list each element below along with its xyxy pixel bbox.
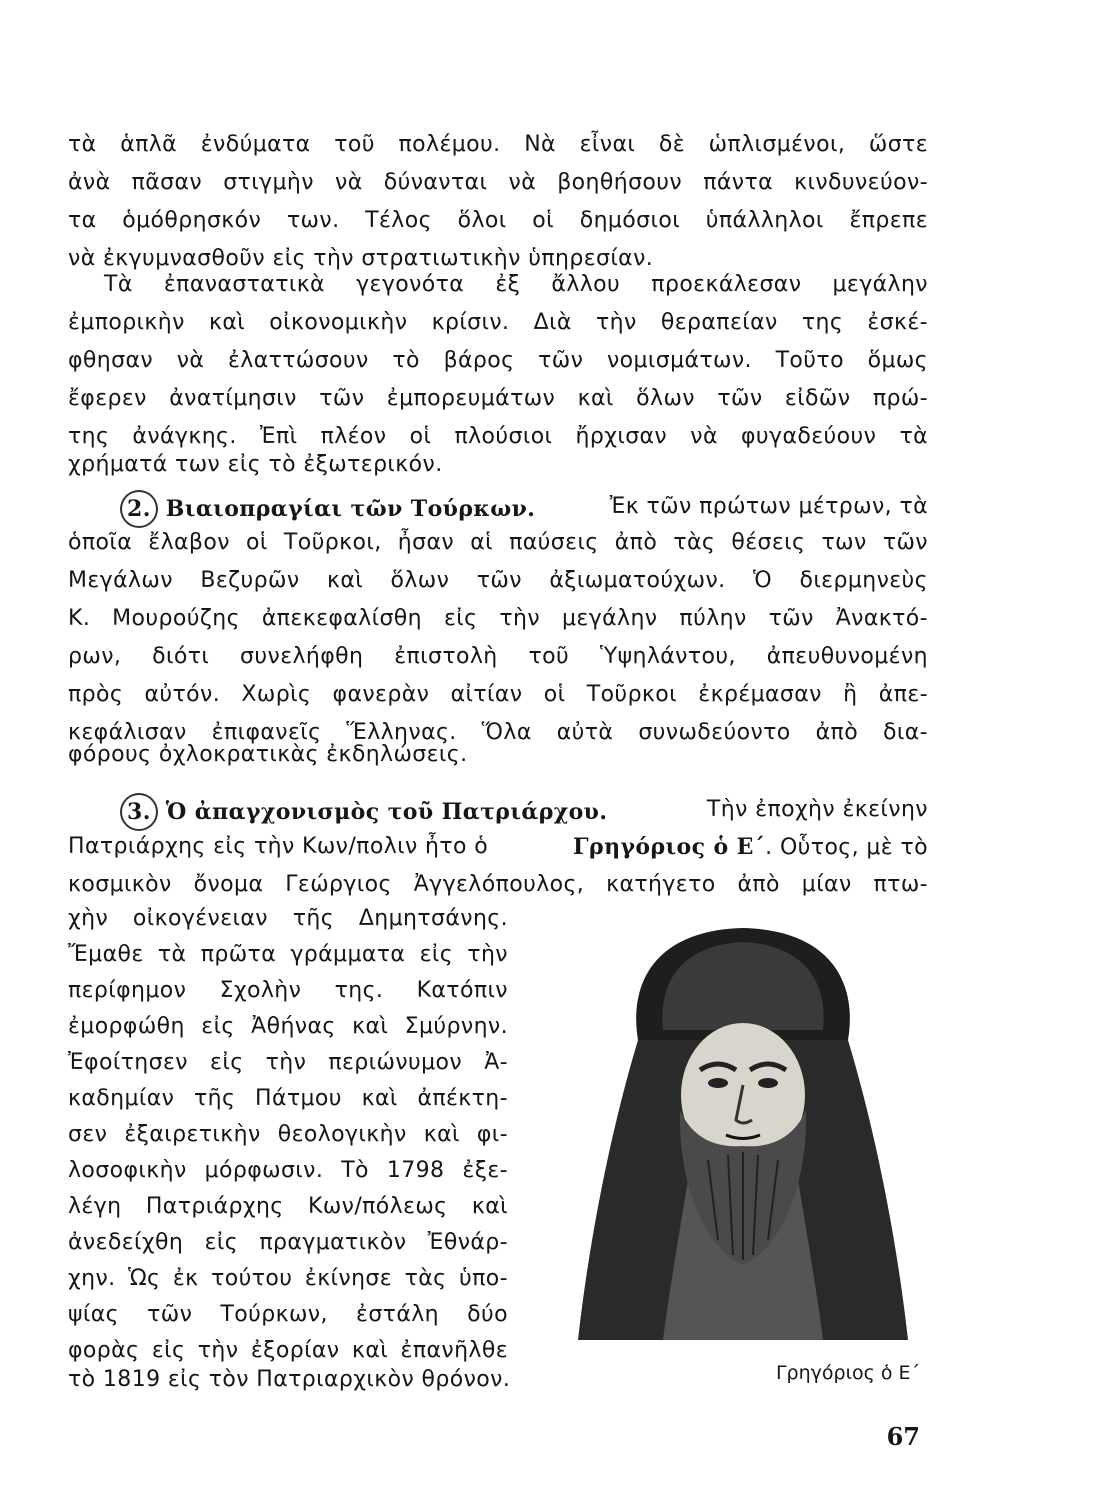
- section-3-heading-line: [120, 793, 928, 831]
- text-line: χρήματά των εἰς τὸ ἐξωτερικόν.: [68, 452, 443, 477]
- text-line: καδημίαν τῆς Πάτμου καὶ ἀπέκτη-: [68, 1086, 508, 1111]
- text-line: ἐμπορικὴν καὶ οἰκονομικὴν κρίσιν. Διὰ τὴν θεραπείαν της ἐσκέ-: [68, 310, 928, 335]
- text-line: φορὰς εἰς τὴν ἐξορίαν καὶ ἐπανῆλθε: [68, 1338, 508, 1363]
- text-line: Τὰ ἐπαναστατικὰ γεγονότα ἐξ ἄλλου προεκάλεσαν μεγάλην: [104, 272, 928, 297]
- text-line: φθησαν νὰ ἐλαττώσουν τὸ βάρος τῶν νομισμάτων. Τοῦτο ὅμως: [68, 348, 928, 373]
- text-line: Ἔμαθε τὰ πρῶτα γράμματα εἰς τὴν: [68, 942, 508, 967]
- patriarch-name: Γρηγόριος ὁ Ε΄: [573, 834, 766, 860]
- text-line: ἀνεδείχθη εἰς πραγματικὸν Ἐθνάρ-: [68, 1230, 508, 1255]
- text-line: νὰ ἐκγυμνασθοῦν εἰς τὴν στρατιωτικὴν ὑπηρεσίαν.: [68, 246, 654, 271]
- text-line: Μεγάλων Βεζυρῶν καὶ ὅλων τῶν ἀξιωματούχων. Ὁ διερμηνεὺς: [68, 568, 928, 593]
- patriarch-portrait: [568, 920, 918, 1350]
- text-run: [573, 830, 928, 865]
- text-line: τα ὁμόθρησκόν των. Τέλος ὅλοι οἱ δημόσιοι ὑπάλληλοι ἔπρεπε: [68, 208, 928, 233]
- text-run: Πατριάρχης εἰς τὴν Κων/πολιν ἦτο ὁ: [68, 834, 489, 859]
- text-line: ρων, διότι συνελήφθη ἐπιστολὴ τοῦ Ὑψηλάντου, ἀπευθυνομένη: [68, 644, 928, 669]
- text-line: ὁποῖα ἔλαβον οἱ Τοῦρκοι, ἦσαν αἱ παύσεις ἀπὸ τὰς θέσεις των τῶν: [68, 530, 928, 555]
- text-line: φόρους ὀχλοκρατικὰς ἐκδηλώσεις.: [68, 742, 468, 767]
- text-line: [68, 830, 928, 865]
- section-2-heading-line: [120, 490, 928, 528]
- text-line: Ἐφοίτησεν εἰς τὴν περιώνυμον Ἀ-: [68, 1050, 508, 1075]
- text-line: πρὸς αὐτόν. Χωρὶς φανερὰν αἰτίαν οἱ Τοῦρκοι ἐκρέμασαν ἢ ἀπε-: [68, 682, 928, 707]
- section-title: Βιαιοπραγίαι τῶν Τούρκων.: [165, 496, 536, 522]
- section-2-heading: [120, 490, 543, 528]
- left-eye: [708, 1078, 728, 1088]
- section-number: 2.: [120, 490, 158, 528]
- text-line: λοσοφικὴν μόρφωσιν. Τὸ 1798 ἐξε-: [68, 1158, 508, 1183]
- text-line: τὰ ἁπλᾶ ἐνδύματα τοῦ πολέμου. Νὰ εἶναι δὲ ὡπλισμένοι, ὥστε: [68, 132, 928, 157]
- text-line: ἔφερεν ἀνατίμησιν τῶν ἐμπορευμάτων καὶ ὅλων τῶν εἰδῶν πρώ-: [68, 386, 928, 411]
- text-line: τὸ 1819 εἰς τὸν Πατριαρχικὸν θρόνον.: [68, 1367, 511, 1392]
- portrait-caption: Γρηγόριος ὁ Ε΄: [775, 1362, 920, 1384]
- page-number: 67: [886, 1422, 920, 1451]
- text-line: χὴν οἰκογένειαν τῆς Δημητσάνης.: [68, 906, 508, 931]
- section-number: 3.: [120, 793, 158, 831]
- text-line: λέγη Πατριάρχης Κων/πόλεως καὶ: [68, 1194, 508, 1219]
- text-line: σεν ἐξαιρετικὴν θεολογικὴν καὶ φι-: [68, 1122, 508, 1147]
- section-title: Ὁ ἀπαγχονισμὸς τοῦ Πατριάρχου.: [165, 799, 608, 825]
- text-line: ἀνὰ πᾶσαν στιγμὴν νὰ δύνανται νὰ βοηθήσουν πάντα κινδυνεύον-: [68, 170, 928, 195]
- text-line: χην. Ὡς ἐκ τούτου ἐκίνησε τὰς ὑπο-: [68, 1266, 508, 1291]
- text-run: . Οὗτος, μὲ τὸ: [765, 835, 928, 860]
- text-line: ψίας τῶν Τούρκων, ἐστάλη δύο: [68, 1302, 508, 1327]
- text-line: κεφάλισαν ἐπιφανεῖς Ἕλληνας. Ὅλα αὐτὰ συνωδεύοντο ἀπὸ δια-: [68, 720, 928, 745]
- text-line: περίφημον Σχολὴν της. Κατόπιν: [68, 978, 508, 1003]
- text-line: Κ. Μουρούζης ἀπεκεφαλίσθη εἰς τὴν μεγάλην πύλην τῶν Ἀνακτό-: [68, 606, 928, 631]
- section-3-heading: [120, 793, 615, 831]
- text-line: κοσμικὸν ὄνομα Γεώργιος Ἀγγελόπουλος, κατήγετο ἀπὸ μίαν πτω-: [68, 872, 928, 897]
- text-run: Τὴν ἐποχὴν ἐκείνην: [706, 797, 928, 822]
- right-eye: [758, 1078, 778, 1088]
- text-run: Ἐκ τῶν πρώτων μέτρων, τὰ: [609, 494, 928, 519]
- text-line: της ἀνάγκης. Ἐπὶ πλέον οἱ πλούσιοι ἤρχισαν νὰ φυγαδεύουν τὰ: [68, 424, 928, 449]
- text-line: ἐμορφώθη εἰς Ἀθήνας καὶ Σμύρνην.: [68, 1014, 508, 1039]
